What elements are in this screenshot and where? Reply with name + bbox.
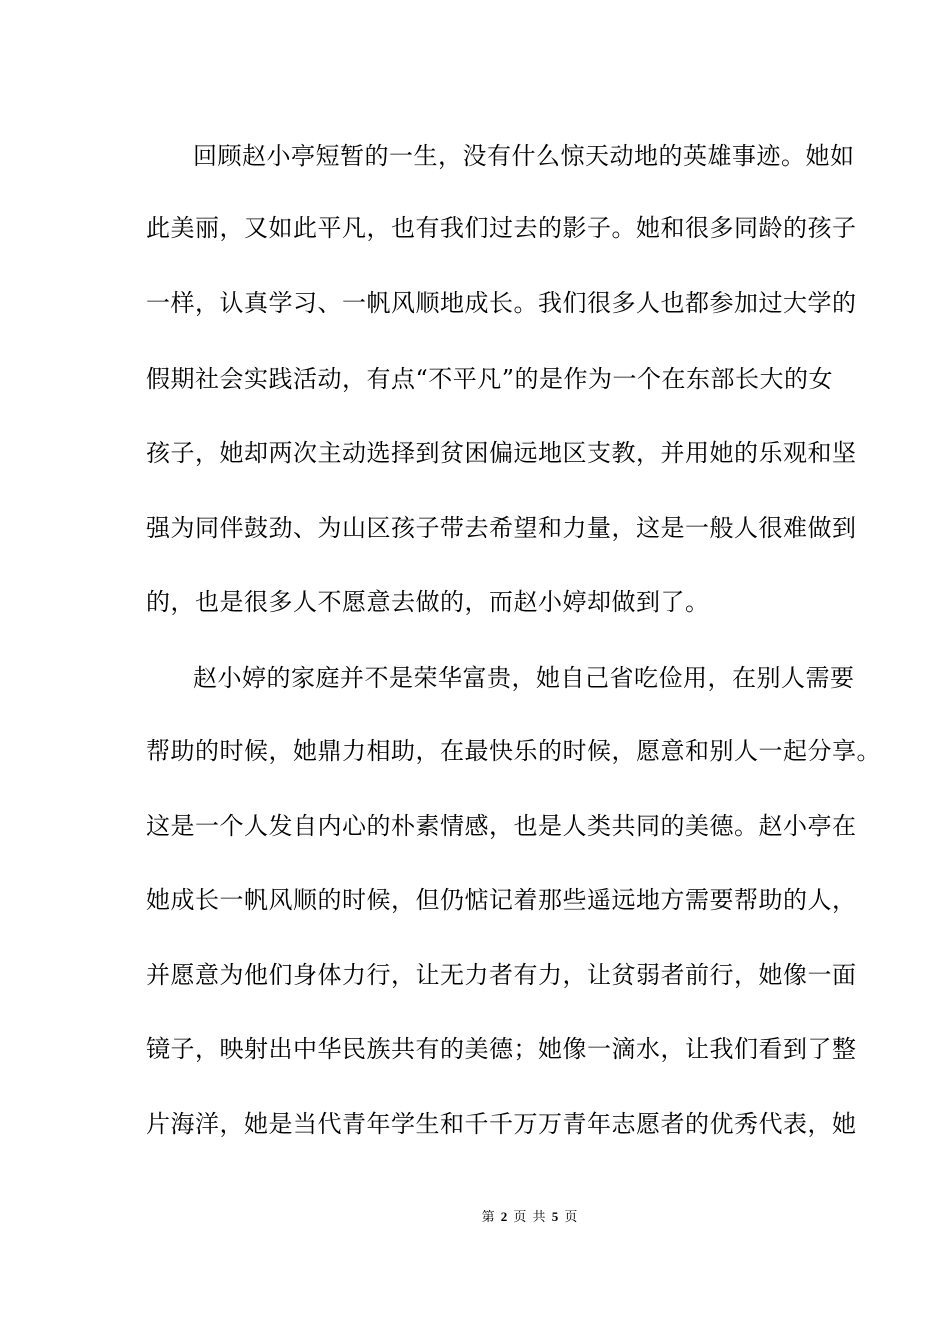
paragraph-line: 孩子，她却两次主动选择到贫困偏远地区支教，并用她的乐观和坚 [146,439,857,467]
paragraph-line: 并愿意为他们身体力行，让无力者有力，让贫弱者前行，她像一面 [146,961,857,989]
paragraph-line: 帮助的时候，她鼎力相助，在最快乐的时候，愿意和别人一起分享。 [146,737,881,765]
paragraph-line: 的，也是很多人不愿意去做的，而赵小婷却做到了。 [146,588,710,616]
paragraph-line: 赵小婷的家庭并不是荣华富贵，她自己省吃俭用，在别人需要 [193,664,855,692]
footer-suffix: 页 [564,1210,579,1225]
paragraph-line: 回顾赵小亭短暂的一生，没有什么惊天动地的英雄事迹。她如 [193,142,855,170]
paragraph-line: 假期社会实践活动，有点“不平凡”的是作为一个在东部长大的女 [146,365,834,393]
paragraph-line: 这是一个人发自内心的朴素情感，也是人类共同的美德。赵小亭在 [146,812,857,840]
paragraph-line: 强为同伴鼓劲、为山区孩子带去希望和力量，这是一般人很难做到 [146,514,857,542]
current-page-number: 2 [500,1209,509,1224]
paragraph-line: 片海洋，她是当代青年学生和千千万万青年志愿者的优秀代表，她 [146,1110,857,1138]
footer-middle: 页 共 [513,1210,547,1225]
page-footer [0,1208,950,1227]
paragraph-line: 镜子，映射出中华民族共有的美德；她像一滴水，让我们看到了整 [146,1035,857,1063]
paragraph-line: 她成长一帆风顺的时候，但仍惦记着那些遥远地方需要帮助的人， [146,886,857,914]
footer-prefix: 第 [481,1210,496,1225]
paragraph-line: 一样，认真学习、一帆风顺地成长。我们很多人也都参加过大学的 [146,289,857,317]
paragraph-line: 此美丽，又如此平凡，也有我们过去的影子。她和很多同龄的孩子 [146,214,857,242]
total-page-count: 5 [551,1209,560,1224]
